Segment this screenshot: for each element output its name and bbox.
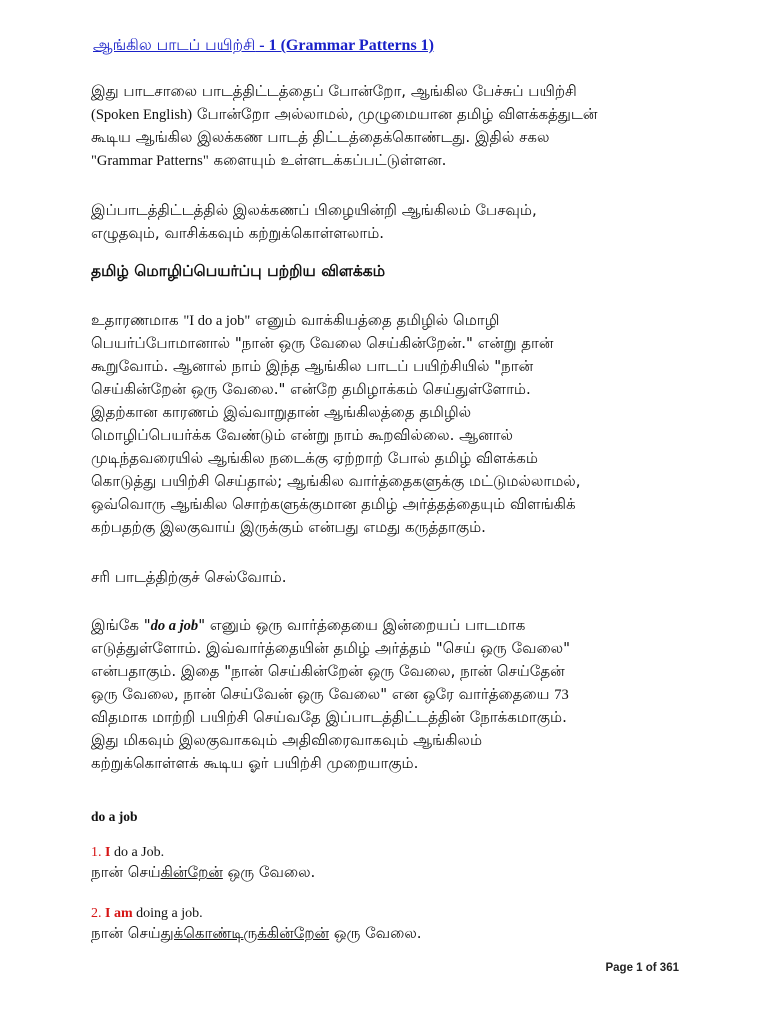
- example-2-tamil-post: ஒரு வேலை.: [329, 924, 422, 942]
- document-title[interactable]: [93, 36, 434, 56]
- explanation-line-1: [91, 309, 691, 333]
- title-tamil: ஆங்கில பாடப் பயிற்சி: [93, 36, 256, 54]
- intro-line-2-text: போன்றோ அல்லாமல், முழுமையான தமிழ் விளக்கத்துடன்: [192, 105, 598, 123]
- intro-line-2: [91, 103, 691, 127]
- example-sentence-en: "I do a job": [183, 313, 251, 329]
- explanation-line-5: இதற்கான காரணம் இவ்வாறுதான் ஆங்கிலத்தை தமிழில்: [91, 403, 472, 421]
- example-2-english: [91, 906, 203, 922]
- explanation-line-4: செய்கின்றேன் ஒரு வேலை." என்றே தமிழாக்கம் செய்துள்ளோம்.: [91, 380, 531, 398]
- lesson-line-7: கற்றுக்கொள்ளக் கூடிய ஓர் பயிற்சி முறையாகும்.: [91, 754, 419, 772]
- lets-start-text: சரி பாடத்திற்குச் செல்வோம்.: [91, 568, 287, 586]
- lesson-line-6: இது மிகவும் இலகுவாகவும் அதிவிரைவாகவும் ஆங்கிலம்: [91, 731, 483, 749]
- explanation-line-7: முடிந்தவரையில் ஆங்கில நடைக்கு ஏற்றாற் போல் தமிழ் விளக்கம்: [91, 449, 538, 467]
- lesson-line-3: என்பதாகும். இதை "நான் செய்கின்றேன் ஒரு வேலை, நான் செய்தேன்: [91, 662, 565, 680]
- example-2-tamil-pre: நான் செய்: [91, 924, 161, 942]
- explanation-line-10: கற்பதற்கு இலகுவாய் இருக்கும் என்பது எமது கருத்தாகும்.: [91, 518, 486, 536]
- example-2-tamil: [91, 924, 422, 944]
- lesson-line-1: [91, 614, 691, 638]
- lesson-line-1a: இங்கே ": [91, 616, 151, 634]
- page-number: Page 1 of 361: [605, 962, 679, 974]
- purpose-line-1: இப்பாடத்திட்டத்தில் இலக்கணப் பிழையின்றி ஆங்கிலம் பேசவும்,: [91, 201, 537, 219]
- lesson-line-1b: " எனும் ஒரு வார்த்தையை இன்றையப் பாடமாக: [198, 616, 526, 634]
- pattern-heading: do a job: [91, 809, 138, 824]
- explanation-line-1a: உதாரணமாக: [91, 311, 184, 329]
- intro-line-3: கூடிய ஆங்கில இலக்கண பாடத் திட்டத்தைக்கொண்டது. இதில் சகல: [91, 128, 550, 146]
- lesson-line-4: [91, 683, 691, 707]
- example-1-tamil-verb: கின்றேன்: [160, 863, 223, 881]
- explanation-line-2: பெயர்ப்போமானால் "நான் ஒரு வேலை செய்கின்றேன்." என்று தான்: [91, 334, 554, 352]
- section-heading: தமிழ் மொழிப்பெயர்ப்பு பற்றிய விளக்கம்: [91, 262, 386, 280]
- explanation-line-3: கூறுவோம். ஆனால் நாம் இந்த ஆங்கில பாடப் பயிற்சியில் "நான்: [91, 357, 534, 375]
- example-2-subject: I am: [105, 906, 133, 921]
- example-1-number: 1.: [91, 845, 105, 860]
- spoken-english-term: (Spoken English): [91, 107, 193, 123]
- example-2-number: 2.: [91, 906, 105, 921]
- lesson-line-2: எடுத்துள்ளோம். இவ்வார்த்தையின் தமிழ் அர்த்தம் "செய் ஒரு வேலை": [91, 639, 571, 657]
- explanation-line-6: மொழிப்பெயர்க்க வேண்டும் என்று நாம் கூறவில்லை. ஆனால்: [91, 426, 513, 444]
- lesson-line-4a: ஒரு வேலை, நான் செய்வேன் ஒரு வேலை" என ஒரே வார்த்தையை: [91, 685, 555, 703]
- variation-count: 73: [554, 687, 569, 703]
- explanation-line-9: ஒவ்வொரு ஆங்கில சொற்களுக்குமான தமிழ் அர்த்தத்தையும் விளங்கிக்: [91, 495, 576, 513]
- intro-line-4: [91, 149, 691, 173]
- intro-line-4-text: களையும் உள்ளடக்கப்பட்டுள்ளன.: [208, 151, 447, 169]
- example-2-tamil-verb: துக்கொண்டிருக்கின்றேன்: [160, 924, 330, 942]
- purpose-line-2: எழுதவும், வாசிக்கவும் கற்றுக்கொள்ளலாம்.: [91, 224, 385, 242]
- example-1-english: [91, 845, 164, 861]
- explanation-line-8: கொடுத்து பயிற்சி செய்தால்; ஆங்கில வார்த்தைகளுக்கு மட்டுமல்லாமல்,: [91, 472, 581, 490]
- lesson-phrase: do a job: [150, 618, 199, 634]
- example-1-rest: do a Job.: [110, 845, 165, 860]
- example-1-tamil-pre: நான் செய்: [91, 863, 161, 881]
- example-1-tamil-post: ஒரு வேலை.: [222, 863, 316, 881]
- example-2-rest: doing a job.: [132, 906, 203, 921]
- title-english: - 1 (Grammar Patterns 1): [255, 37, 435, 54]
- example-1-tamil: [91, 863, 315, 883]
- intro-line-1: இது பாடசாலை பாடத்திட்டத்தைப் போன்றோ, ஆங்கில பேச்சுப் பயிற்சி: [91, 82, 577, 100]
- grammar-patterns-term: "Grammar Patterns": [91, 153, 209, 169]
- lesson-line-5: விதமாக மாற்றி பயிற்சி செய்வதே இப்பாடத்திட்டத்தின் நோக்கமாகும்.: [91, 708, 567, 726]
- example-1-subject: I: [105, 845, 111, 860]
- explanation-line-1b: எனும் வாக்கியத்தை தமிழில் மொழி: [250, 311, 500, 329]
